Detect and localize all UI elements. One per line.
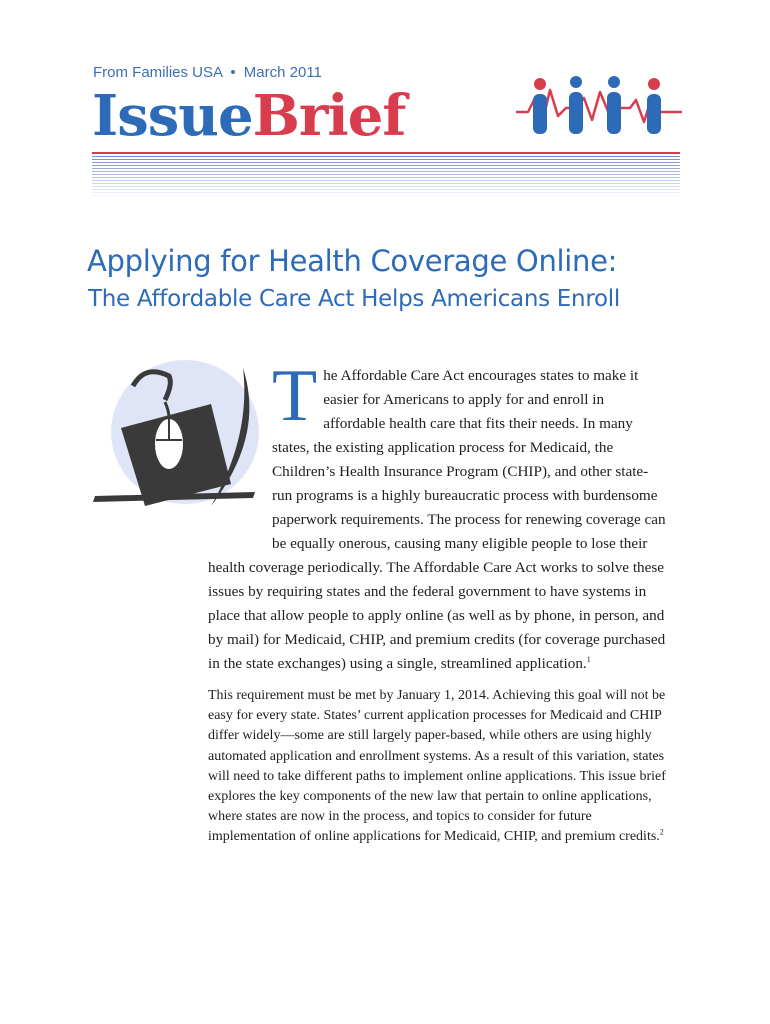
source-label: From Families USA [93,64,223,81]
wordmark-issue: Issue [92,83,253,149]
article-body [208,355,668,848]
masthead-red-rule [92,152,680,154]
intro-paragraph [208,355,668,676]
issue-brief-wordmark [92,84,405,148]
article-title: Applying for Health Coverage Online: [87,244,618,278]
dateline-separator: • [230,64,236,81]
drop-cap: T [272,355,318,437]
masthead-stripe-band [92,156,680,196]
intro-paragraph-text: he Affordable Care Act encourages states to make it easier for Americans to apply for and enroll in affordable health care that fits their needs. In many states, the existing application process for Medicaid, the Children’s Health Insurance Program (CHIP), and other state-run programs is a highly bureaucratic process with burdensome paperwork requirements. The process for renewing coverage can be equally onerous, causing many eligible people to lose their health coverage periodically. The Affordable Care Act works to solve these issues by requiring states and the federal government to have systems in place that allow people to apply online (as well as by phone, in person, and by mail) for Medicaid, CHIP, and premium credits (for coverage purchased in the state exchanges) using a single, streamlined application. [208,367,666,672]
footnote-ref-2: 2 [659,827,664,837]
second-paragraph-text: This requirement must be met by January 1, 2014. Achieving this goal will not be easy for every state. States’ current application processes for Medicaid and CHIP differ widely—some are still largely paper-based, while others are using highly automated application and enrollment systems. As a result of this variation, states will need to take different paths to implement online applications. This issue brief explores the key components of the new law that pertain to online applications, where states are now in the process, and topics to consider for future implementation of online applications for Medicaid, CHIP, and premium credits. [208,688,666,845]
masthead-dateline [93,64,322,81]
article-subtitle: The Affordable Care Act Helps Americans Enroll [88,286,620,312]
date-label: March 2011 [243,64,322,81]
people-heartbeat-logo-icon [514,72,684,142]
second-paragraph [208,686,668,848]
footnote-ref-1: 1 [586,654,591,664]
illustration-wrap-spacer [208,364,272,544]
wordmark-brief: Brief [252,83,406,149]
